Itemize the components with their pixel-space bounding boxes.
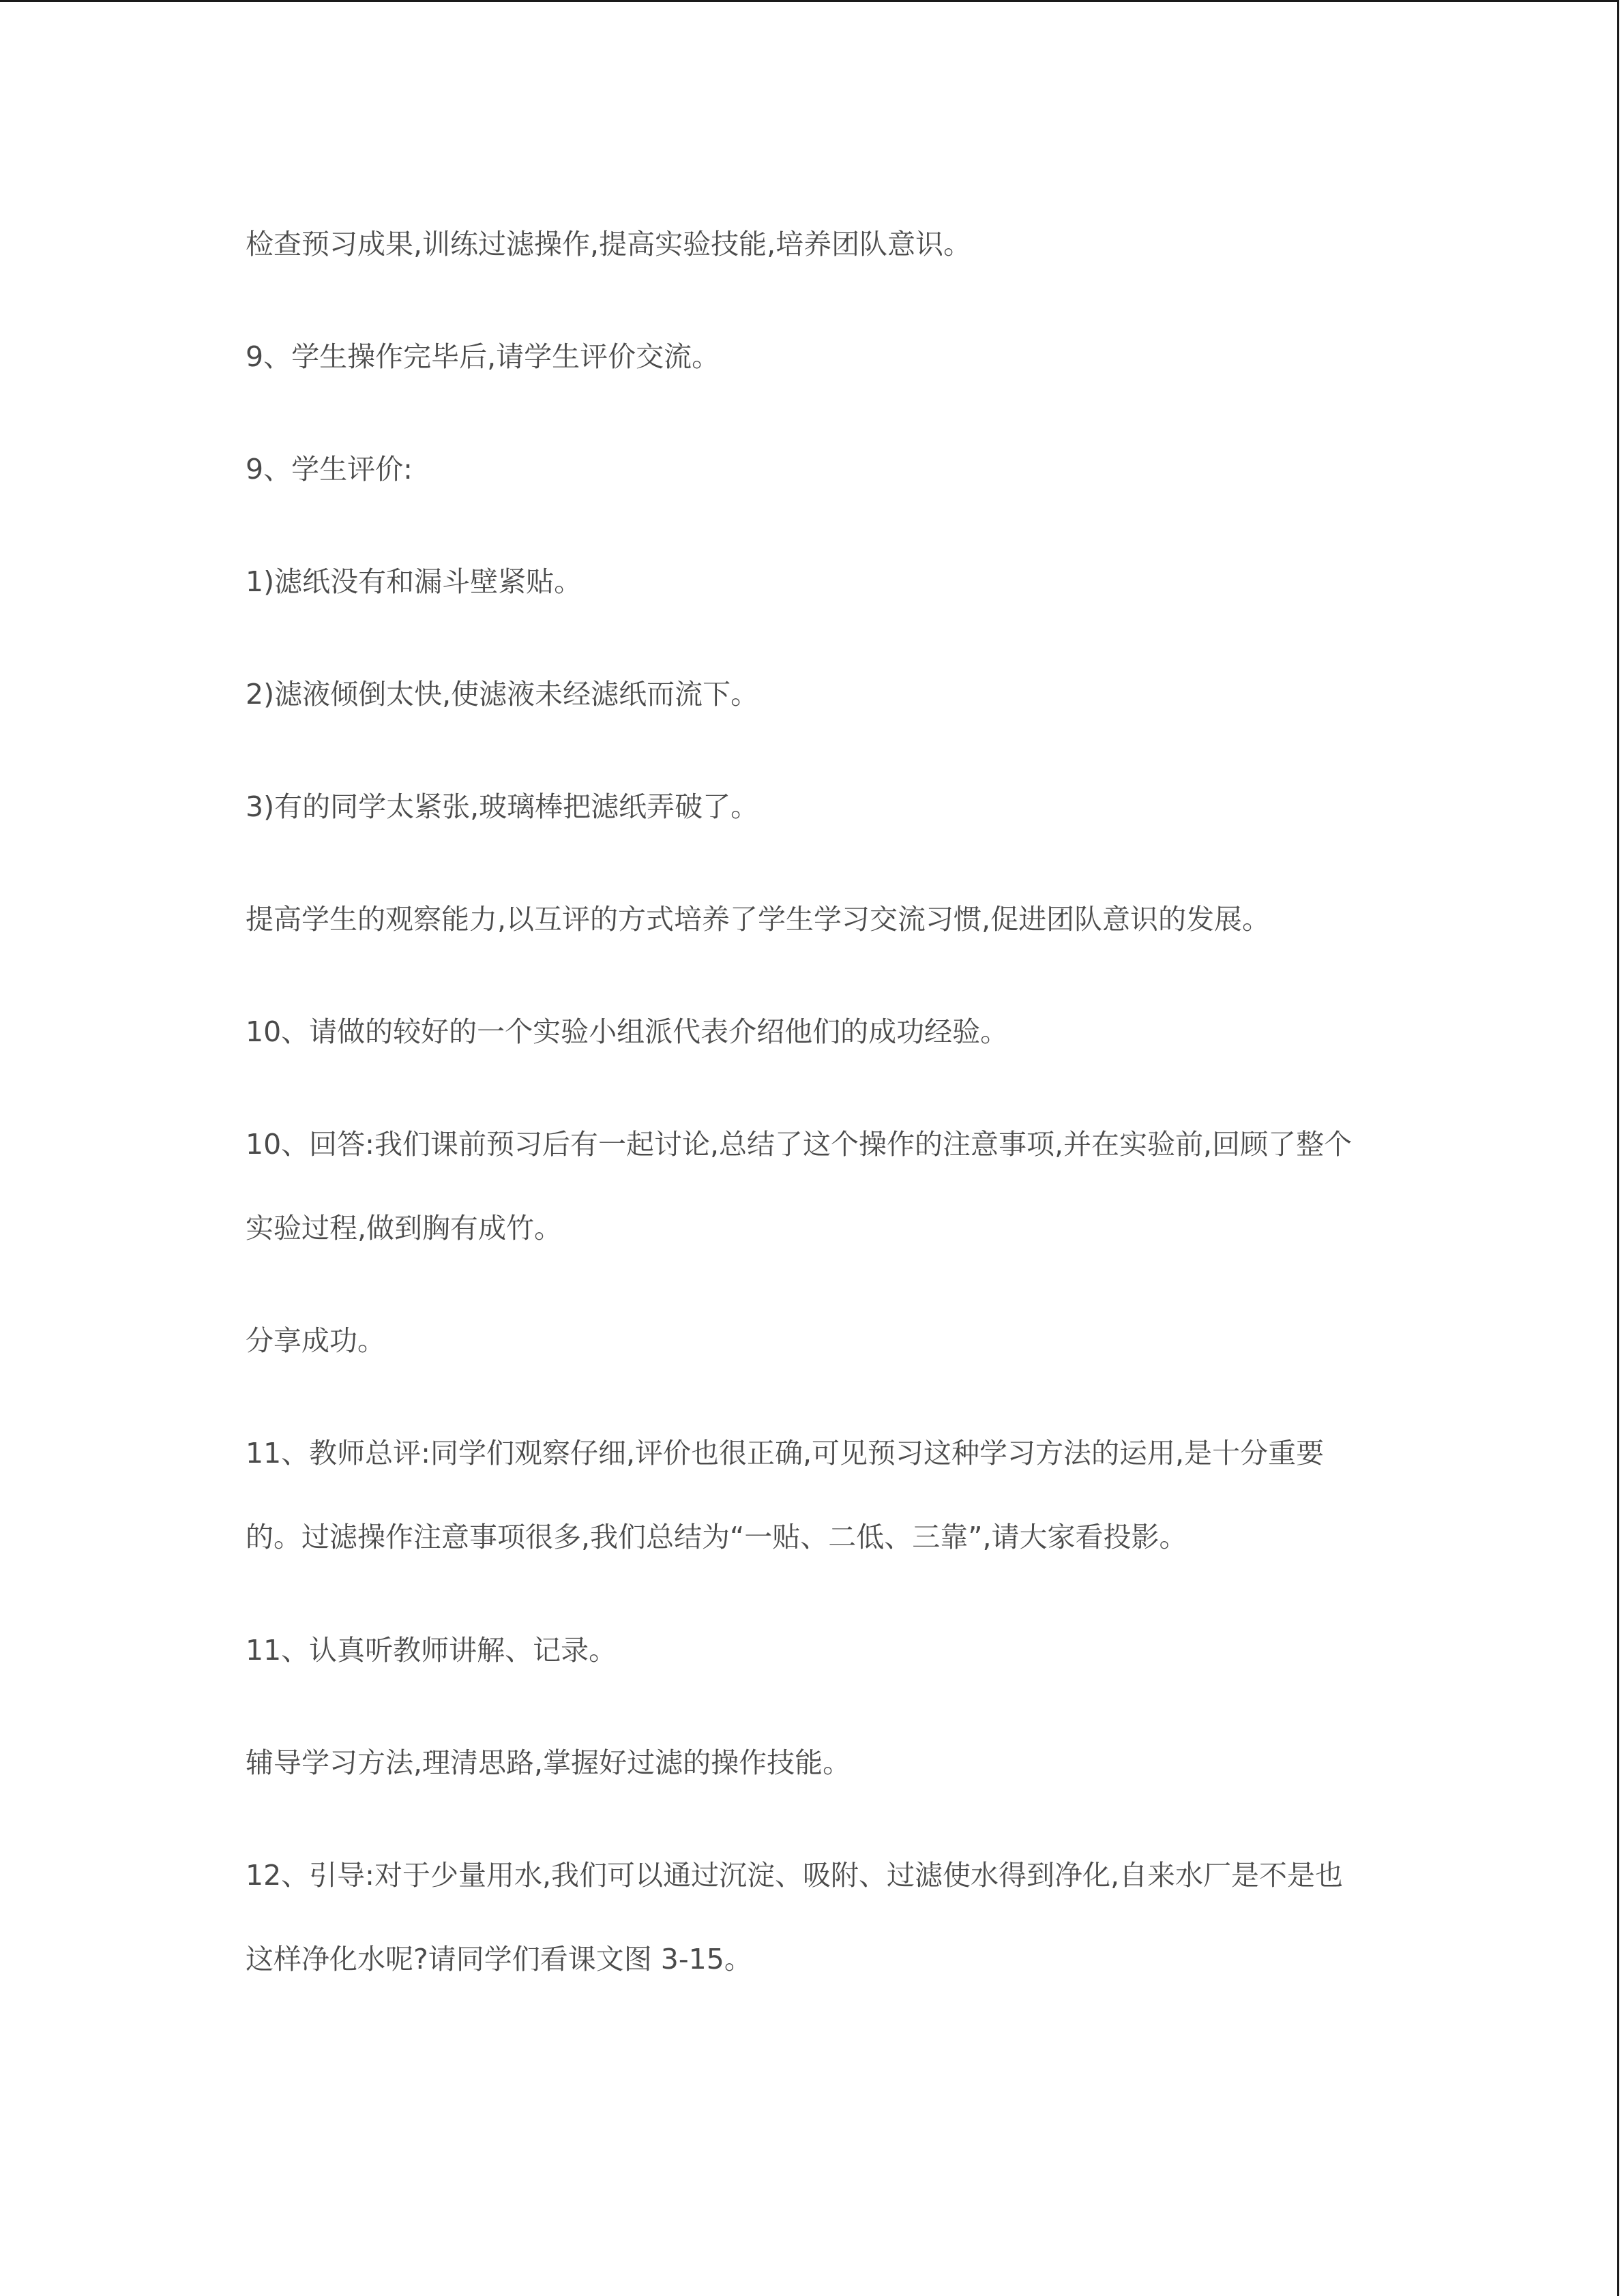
paragraph-step-10-answer-line2: 实验过程,做到胸有成竹。	[246, 1212, 563, 1244]
paragraph-preview-check: 检查预习成果,训练过滤操作,提高实验技能,培养团队意识。	[246, 228, 972, 260]
paragraph-guide-method: 辅导学习方法,理清思路,掌握好过滤的操作技能。	[246, 1746, 851, 1779]
list-item-3: 3)有的同学太紧张,玻璃棒把滤纸弄破了。	[246, 790, 759, 823]
paragraph-step-11-teacher-line2: 的。过滤操作注意事项很多,我们总结为“一贴、二低、三靠”,请大家看投影。	[246, 1521, 1187, 1553]
paragraph-step-9-student: 9、学生评价:	[246, 453, 413, 486]
paragraph-step-11-student: 11、认真听教师讲解、记录。	[246, 1634, 617, 1667]
paragraph-step-10-teacher: 10、请做的较好的一个实验小组派代表介绍他们的成功经验。	[246, 1015, 1009, 1048]
paragraph-share-success: 分享成功。	[246, 1324, 385, 1357]
paragraph-step-9-teacher: 9、学生操作完毕后,请学生评价交流。	[246, 340, 720, 373]
paragraph-step-11-teacher-line1: 11、教师总评:同学们观察仔细,评价也很正确,可见预习这种学习方法的运用,是十分重要	[246, 1437, 1325, 1470]
list-item-1: 1)滤纸没有和漏斗壁紧贴。	[246, 565, 582, 598]
paragraph-step-10-answer-line1: 10、回答:我们课前预习后有一起讨论,总结了这个操作的注意事项,并在实验前,回顾了整个	[246, 1128, 1353, 1161]
list-item-2: 2)滤液倾倒太快,使滤液未经滤纸而流下。	[246, 678, 759, 711]
paragraph-observation-ability: 提高学生的观察能力,以互评的方式培养了学生学习交流习惯,促进团队意识的发展。	[246, 903, 1271, 936]
paragraph-step-12-line2: 这样净化水呢?请同学们看课文图 3-15。	[246, 1943, 752, 1976]
paragraph-step-12-line1: 12、引导:对于少量用水,我们可以通过沉淀、吸附、过滤使水得到净化,自来水厂是不是也	[246, 1859, 1344, 1892]
